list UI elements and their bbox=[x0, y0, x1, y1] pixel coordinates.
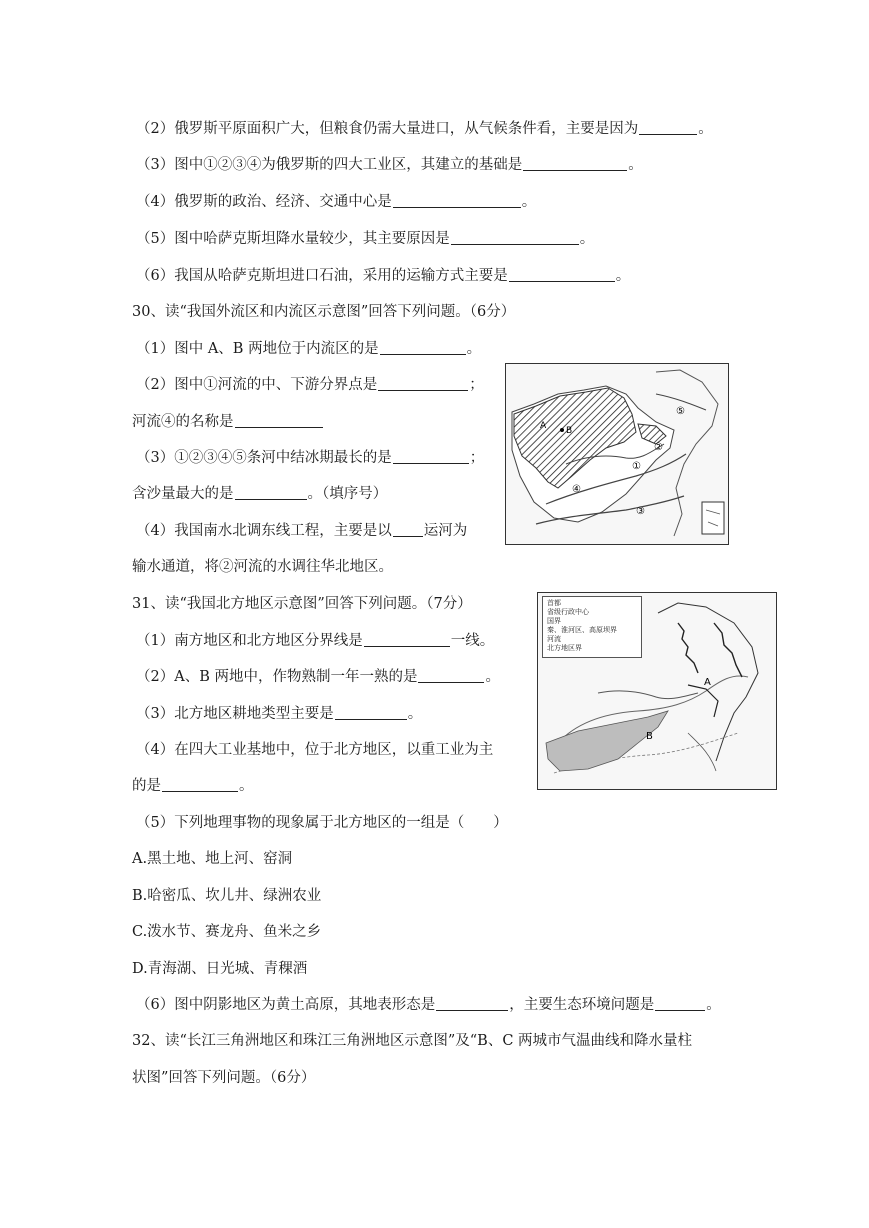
map-river-5: ⑤ bbox=[676, 406, 685, 417]
q31-s2-text: （2）A、B 两地中，作物熟制一年一熟的是 bbox=[136, 669, 418, 685]
answer-blank[interactable] bbox=[380, 340, 466, 355]
q30-s3b bbox=[132, 484, 387, 504]
answer-blank[interactable] bbox=[523, 156, 627, 171]
q31-s6-text: （6）图中阴影地区为黄土高原，其地表形态是 bbox=[136, 997, 436, 1013]
q31-s2 bbox=[136, 667, 500, 687]
map-point-b bbox=[560, 428, 564, 432]
answer-blank[interactable] bbox=[364, 632, 450, 647]
north-map bbox=[537, 592, 777, 790]
map-river-2: ② bbox=[654, 442, 663, 453]
map-river-4: ④ bbox=[572, 484, 581, 495]
q29-s5-text: （5）图中哈萨克斯坦降水量较少，其主要原因是 bbox=[136, 231, 450, 247]
legend-item-river: 河流 bbox=[547, 635, 561, 643]
answer-blank[interactable] bbox=[378, 376, 468, 391]
q30-s1 bbox=[136, 339, 481, 359]
q29-s2 bbox=[136, 119, 713, 139]
map-legend bbox=[542, 596, 642, 658]
q31-s6 bbox=[136, 995, 721, 1015]
q30-s4b: 输水通道，将②河流的水调往华北地区。 bbox=[132, 559, 393, 575]
q29-s4-text: （4）俄罗斯的政治、经济、交通中心是 bbox=[136, 194, 392, 210]
legend-item-plateau: 秦、淮河区、高原坝界 bbox=[547, 626, 617, 634]
q31-s4b bbox=[132, 776, 254, 796]
q31-s1 bbox=[136, 631, 494, 651]
answer-blank[interactable] bbox=[451, 230, 579, 245]
q31-option-a[interactable]: A.黑土地、地上河、窑洞 bbox=[132, 851, 293, 867]
q29-s3-text: （3）图中①②③④为俄罗斯的四大工业区，其建立的基础是 bbox=[136, 157, 523, 173]
q31-option-c[interactable]: C.泼水节、赛龙舟、鱼米之乡 bbox=[132, 924, 322, 940]
q30-s1-text: （1）图中 A、B 两地位于内流区的是 bbox=[136, 341, 379, 357]
answer-blank[interactable] bbox=[393, 449, 469, 464]
river-map-graphic bbox=[506, 364, 728, 544]
map-river-1: ① bbox=[632, 461, 641, 472]
q30-s3b-end: 。（填序号） bbox=[307, 486, 388, 502]
q31-s6-end: 。 bbox=[706, 997, 721, 1013]
q32-title-cont: 状图”回答下列问题。（6分） bbox=[132, 1070, 316, 1086]
q31-s4a: （4）在四大工业基地中，位于北方地区，以重工业为主 bbox=[136, 742, 494, 758]
q30-s3b-text: 含沙量最大的是 bbox=[132, 486, 234, 502]
q29-s2-text: （2）俄罗斯平原面积广大，但粮食仍需大量进口，从气候条件看，主要是因为 bbox=[136, 121, 639, 137]
q31-s3 bbox=[136, 704, 422, 724]
q29-s5 bbox=[136, 229, 594, 249]
q30-s2b-text: 河流④的名称是 bbox=[132, 414, 234, 430]
q29-s6-text: （6）我国从哈萨克斯坦进口石油，采用的运输方式主要是 bbox=[136, 268, 508, 284]
answer-blank[interactable] bbox=[393, 522, 423, 537]
q30-s3a-end: ； bbox=[469, 450, 485, 466]
q31-s1-end: 一线。 bbox=[450, 633, 495, 649]
legend-item-border: 国界 bbox=[547, 617, 561, 625]
q31-s6-mid: ，主要生态环境问题是 bbox=[509, 997, 655, 1013]
q30-s3a-text: （3）①②③④⑤条河中结冰期最长的是 bbox=[136, 450, 392, 466]
map-label-b: B bbox=[646, 731, 653, 742]
q31-s3-end: 。 bbox=[407, 706, 423, 722]
map-label-b: B bbox=[566, 426, 573, 436]
q30-s2a-text: （2）图中①河流的中、下游分界点是 bbox=[136, 377, 378, 393]
q30-s2a-end: ； bbox=[469, 377, 484, 393]
answer-blank[interactable] bbox=[436, 996, 508, 1011]
answer-blank[interactable] bbox=[655, 996, 705, 1011]
answer-blank[interactable] bbox=[639, 120, 697, 135]
q31-title: 31、读“我国北方地区示意图”回答下列问题。（7分） bbox=[132, 596, 472, 612]
q31-s2-end: 。 bbox=[485, 669, 500, 685]
q30-s2a bbox=[136, 375, 484, 395]
answer-blank[interactable] bbox=[509, 267, 615, 282]
answer-blank[interactable] bbox=[235, 485, 307, 500]
q31-s4b-end: 。 bbox=[239, 778, 254, 794]
river-map bbox=[505, 363, 729, 545]
q29-s3-end: 。 bbox=[628, 157, 643, 173]
map-label-a: A bbox=[704, 677, 711, 688]
q29-s2-end: 。 bbox=[698, 121, 713, 137]
q30-s4a-end: 运河为 bbox=[423, 523, 468, 539]
q32-title: 32、读“长江三角洲地区和珠江三角洲地区示意图”及“B、C 两城市气温曲线和降水量柱 bbox=[132, 1033, 693, 1049]
map-label-a: A bbox=[540, 421, 547, 431]
answer-blank[interactable] bbox=[393, 193, 521, 208]
q31-s4b-text: 的是 bbox=[132, 778, 161, 794]
q29-s3 bbox=[136, 155, 643, 175]
q30-s2b bbox=[132, 412, 324, 432]
legend-item-north-boundary: 北方地区界 bbox=[547, 644, 582, 652]
answer-blank[interactable] bbox=[235, 413, 323, 428]
q30-title: 30、读“我国外流区和内流区示意图”回答下列问题。（6分） bbox=[132, 304, 516, 320]
q29-s5-end: 。 bbox=[579, 231, 595, 247]
q31-s5: （5）下列地理事物的现象属于北方地区的一组是（ ） bbox=[136, 815, 508, 831]
answer-blank[interactable] bbox=[418, 668, 484, 683]
q31-s3-text: （3）北方地区耕地类型主要是 bbox=[136, 706, 334, 722]
q29-s6 bbox=[136, 266, 630, 286]
q31-option-d[interactable]: D.青海湖、日光城、青稞酒 bbox=[132, 961, 308, 977]
answer-blank[interactable] bbox=[162, 777, 238, 792]
legend-item-province: 省级行政中心 bbox=[547, 608, 589, 616]
answer-blank[interactable] bbox=[335, 705, 407, 720]
q29-s4 bbox=[136, 192, 536, 212]
map-river-3: ③ bbox=[636, 506, 645, 517]
q31-s1-text: （1）南方地区和北方地区分界线是 bbox=[136, 633, 363, 649]
q30-s1-end: 。 bbox=[466, 341, 482, 357]
q30-s4a bbox=[136, 521, 467, 541]
q31-option-b[interactable]: B.哈密瓜、坎儿井、绿洲农业 bbox=[132, 888, 322, 904]
legend-item-capital: 首都 bbox=[547, 599, 561, 607]
q30-s3a bbox=[136, 448, 484, 468]
q29-s6-end: 。 bbox=[615, 268, 631, 284]
q29-s4-end: 。 bbox=[521, 194, 537, 210]
q30-s4a-text: （4）我国南水北调东线工程，主要是以 bbox=[136, 523, 392, 539]
